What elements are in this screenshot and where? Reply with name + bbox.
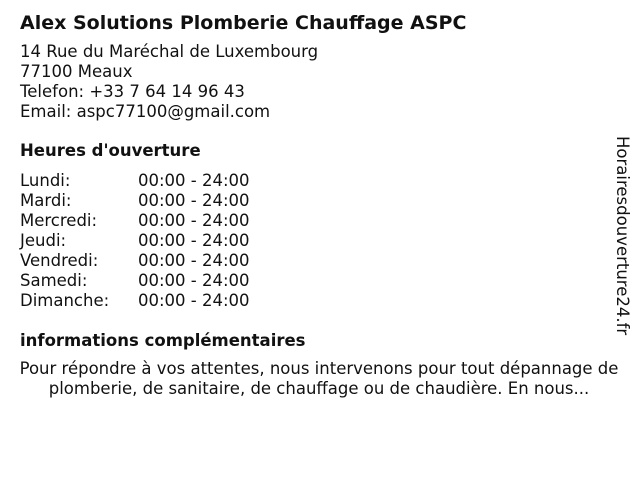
business-card [19,10,619,399]
hours-row-wednesday [20,211,610,231]
time-range: 00:00 - 24:00 [138,231,250,250]
day-label: Dimanche: [20,291,110,310]
hours-list [20,171,610,311]
hours-row-thursday [20,231,610,251]
day-label: Lundi: [20,171,71,190]
phone-line: Telefon: +33 7 64 14 96 43 [20,82,245,101]
day-label: Jeudi: [20,231,67,250]
hours-row-saturday [20,271,610,291]
hours-row-monday [20,171,610,191]
day-label: Mardi: [20,191,72,210]
hours-row-tuesday [20,191,610,211]
time-range: 00:00 - 24:00 [138,291,250,310]
time-range: 00:00 - 24:00 [138,251,250,270]
day-label: Mercredi: [20,211,98,230]
time-range: 00:00 - 24:00 [138,211,250,230]
hours-row-friday [20,251,610,271]
time-range: 00:00 - 24:00 [138,271,250,290]
day-label: Samedi: [20,271,88,290]
site-watermark: Horairesdouverture24.fr [613,136,632,336]
address-line-2: 77100 Meaux [20,62,133,81]
info-heading: informations complémentaires [20,331,306,350]
day-label: Vendredi: [20,251,99,270]
info-description: Pour répondre à vos attentes, nous intervenons pour tout dépannage de plomberie, de sanitaire, de chauffage ou de chaudière. En nous... [19,359,619,398]
hours-heading: Heures d'ouverture [20,141,201,160]
address-line-1: 14 Rue du Maréchal de Luxembourg [20,42,319,61]
hours-row-sunday [20,291,610,311]
business-name: Alex Solutions Plomberie Chauffage ASPC [20,12,467,34]
email-line: Email: aspc77100@gmail.com [20,102,271,121]
time-range: 00:00 - 24:00 [138,171,250,190]
time-range: 00:00 - 24:00 [138,191,250,210]
